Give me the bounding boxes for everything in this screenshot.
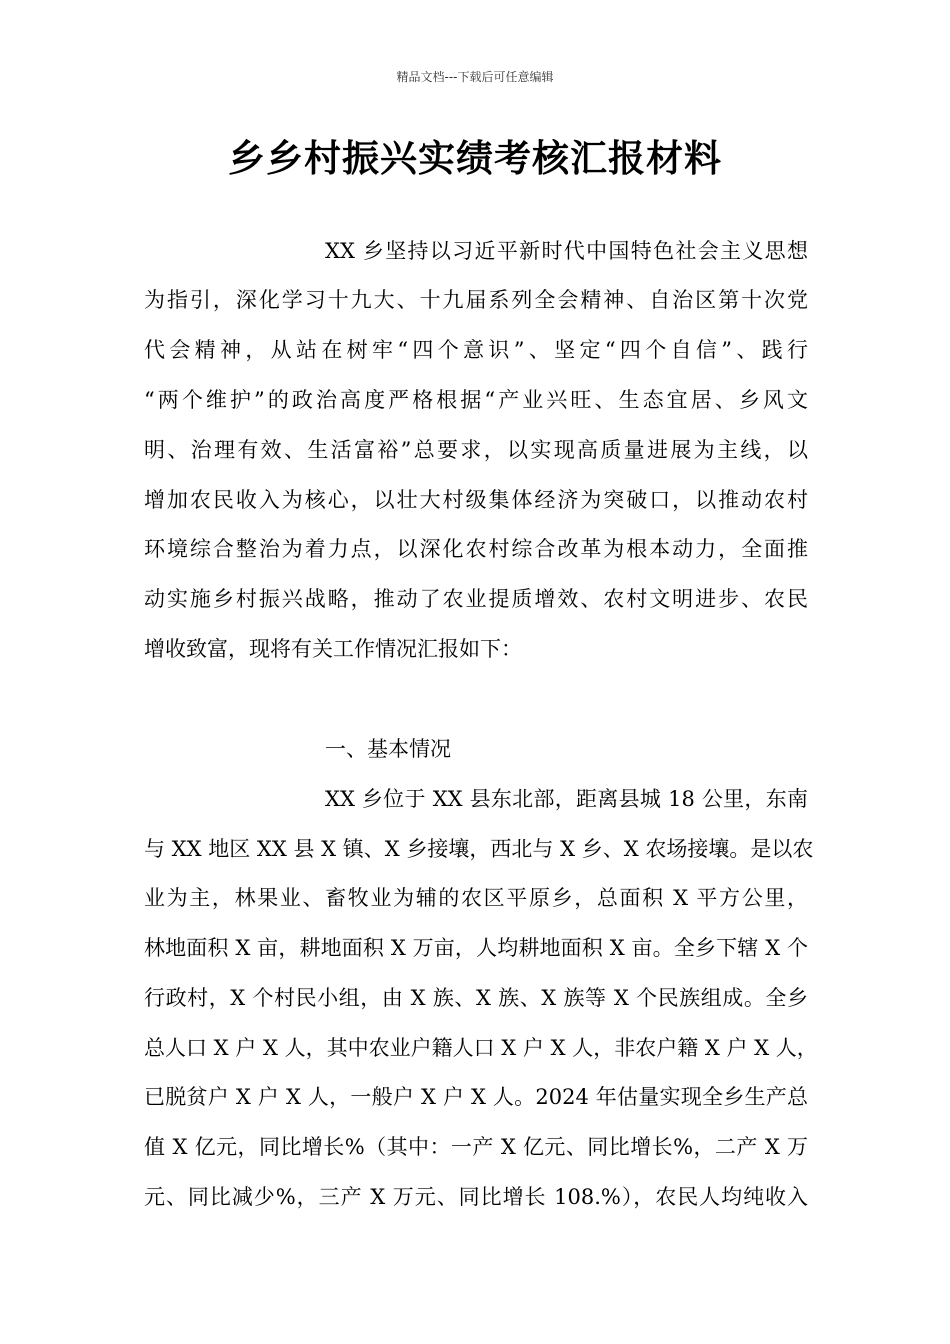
paragraph-line: 为指引，深化学习十九大、十九届系列全会精神、自治区第十次党 — [144, 288, 808, 312]
paragraph-line: 林地面积 X 亩，耕地面积 X 万亩，人均耕地面积 X 亩。全乡下辖 X 个 — [144, 936, 808, 960]
paragraph-line: 总人口 X 户 X 人，其中农业户籍人口 X 户 X 人，非农户籍 X 户 X 人， — [144, 1036, 818, 1060]
paragraph-line: 代会精神，从站在树牢“四个意识”、坚定“四个自信”、践行 — [144, 338, 808, 362]
paragraph-line: 值 X 亿元，同比增长%（其中：一产 X 亿元、同比增长%，二产 X 万 — [144, 1135, 808, 1159]
paragraph-line: 动实施乡村振兴战略，推动了农业提质增效、农村文明进步、农民 — [144, 587, 808, 611]
page-header: 精品文档---下载后可任意编辑 — [396, 70, 554, 84]
paragraph-line: 明、治理有效、生活富裕”总要求，以实现高质量进展为主线，以 — [144, 438, 808, 462]
document-title: 乡乡村振兴实绩考核汇报材料 — [228, 137, 722, 180]
paragraph-line: 业为主，林果业、畜牧业为辅的农区平原乡，总面积 X 平方公里， — [144, 886, 808, 910]
paragraph-line: 行政村，X 个村民小组，由 X 族、X 族、X 族等 X 个民族组成。全乡 — [144, 986, 808, 1010]
paragraph-line: 与 XX 地区 XX 县 X 镇、X 乡接壤，西北与 X 乡、X 农场接壤。是以农 — [144, 837, 814, 861]
paragraph-line: XX 乡坚持以习近平新时代中国特色社会主义思想 — [325, 239, 808, 263]
paragraph-line: 已脱贫户 X 户 X 人，一般户 X 户 X 人。2024 年估量实现全乡生产总 — [144, 1085, 808, 1109]
paragraph-line: “两个维护”的政治高度严格根据“产业兴旺、生态宜居、乡风文 — [144, 388, 808, 412]
paragraph-line: 增收致富，现将有关工作情况汇报如下： — [144, 637, 522, 661]
paragraph-line: 元、同比减少%，三产 X 万元、同比增长 108.%），农民人均纯收入 — [144, 1185, 808, 1209]
paragraph-line: XX 乡位于 XX 县东北部，距离县城 18 公里，东南 — [325, 787, 808, 811]
section-heading: 一、基本情况 — [325, 737, 451, 761]
paragraph-line: 环境综合整治为着力点，以深化农村综合改革为根本动力，全面推 — [144, 537, 808, 561]
paragraph-line: 增加农民收入为核心，以壮大村级集体经济为突破口，以推动农村 — [144, 488, 808, 512]
